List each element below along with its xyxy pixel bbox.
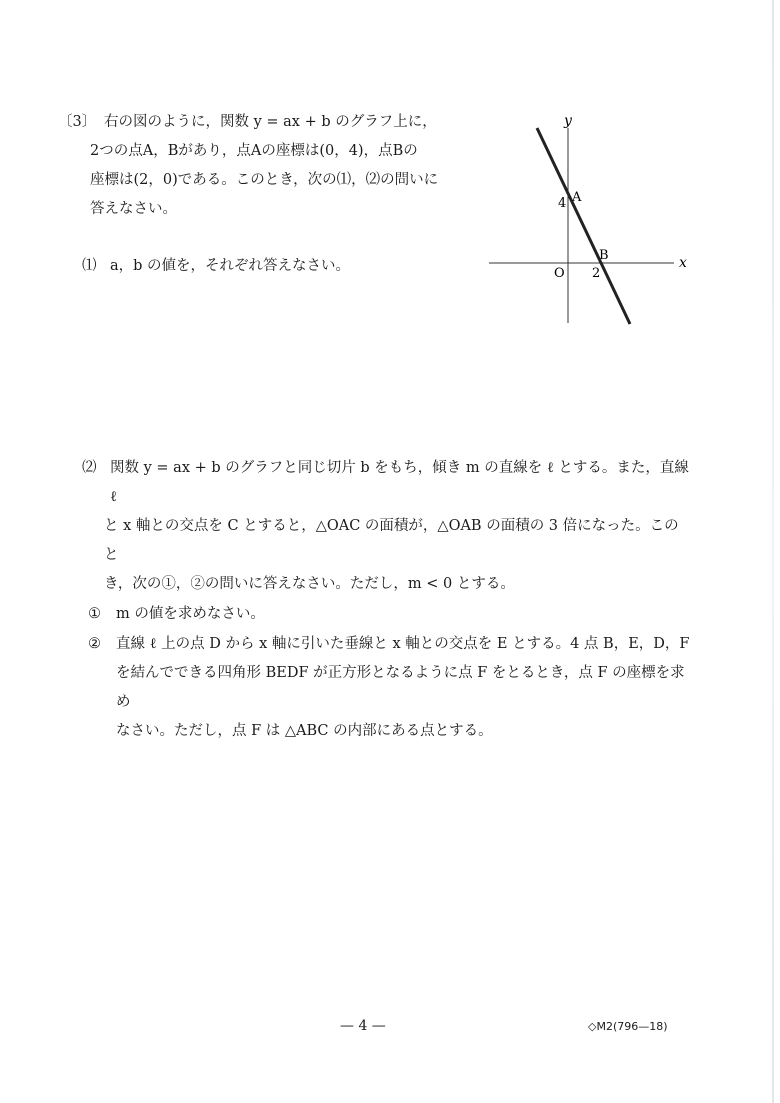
point-a-label: A [572,190,582,205]
problem-line: 2つの点A，Bがあり，点Aの座標は(0，4)，点Bの [90,143,418,159]
item-2 [82,630,692,746]
item-line: を結んでできる四角形 BEDF が正方形となるように点 F をとるとき，点 F の座標を求め [116,665,685,710]
sub-question-number: ⑵ [82,460,97,476]
page-number: — 4 — [340,1018,386,1034]
page-edge [772,0,774,1103]
item-line: m の値を求めなさい。 [116,606,265,622]
x-tick-label: 2 [592,266,601,281]
document-code: ◇M2(796—18) [588,1020,668,1033]
sub-question-line: と x 軸との交点を C とすると，△OAC の面積が，△OAB の面積の 3 倍になった。このと [104,518,679,563]
problem-line: 答えなさい。 [90,201,177,217]
item-line: 直線 ℓ 上の点 D から x 軸に引いた垂線と x 軸との交点を E とする。4 点 B，E，D，F [116,636,690,652]
item-line: なさい。ただし，点 F は △ABC の内部にある点とする。 [116,723,493,739]
problem-number: 〔3〕 [58,114,97,130]
y-tick-label: 4 [558,196,567,211]
coordinate-figure [486,108,696,333]
problem-3 [58,108,478,224]
sub-question-1 [82,254,350,275]
sub-question-number: ⑴ [82,258,97,274]
y-axis-label: y [564,113,572,129]
point-b-label: B [599,248,609,263]
x-axis-label: x [679,255,687,271]
sub-question-2 [82,454,692,746]
item-number: ② [88,636,101,652]
problem-line: 座標は(2，0)である。このとき，次の⑴，⑵の問いに [90,172,439,188]
graph-line [537,128,630,324]
origin-label: O [554,266,565,281]
problem-line: 右の図のように，関数 y = ax + b のグラフ上に， [104,114,437,130]
item-number: ① [88,606,101,622]
item-1 [82,600,692,629]
sub-question-line: 関数 y = ax + b のグラフと同じ切片 b をもち，傾き m の直線を ℓ とする。また，直線 ℓ [110,460,689,505]
sub-question-line: き，次の①，②の問いに答えなさい。ただし，m < 0 とする。 [104,576,515,592]
sub-question-text: a，b の値を，それぞれ答えなさい。 [110,258,351,274]
